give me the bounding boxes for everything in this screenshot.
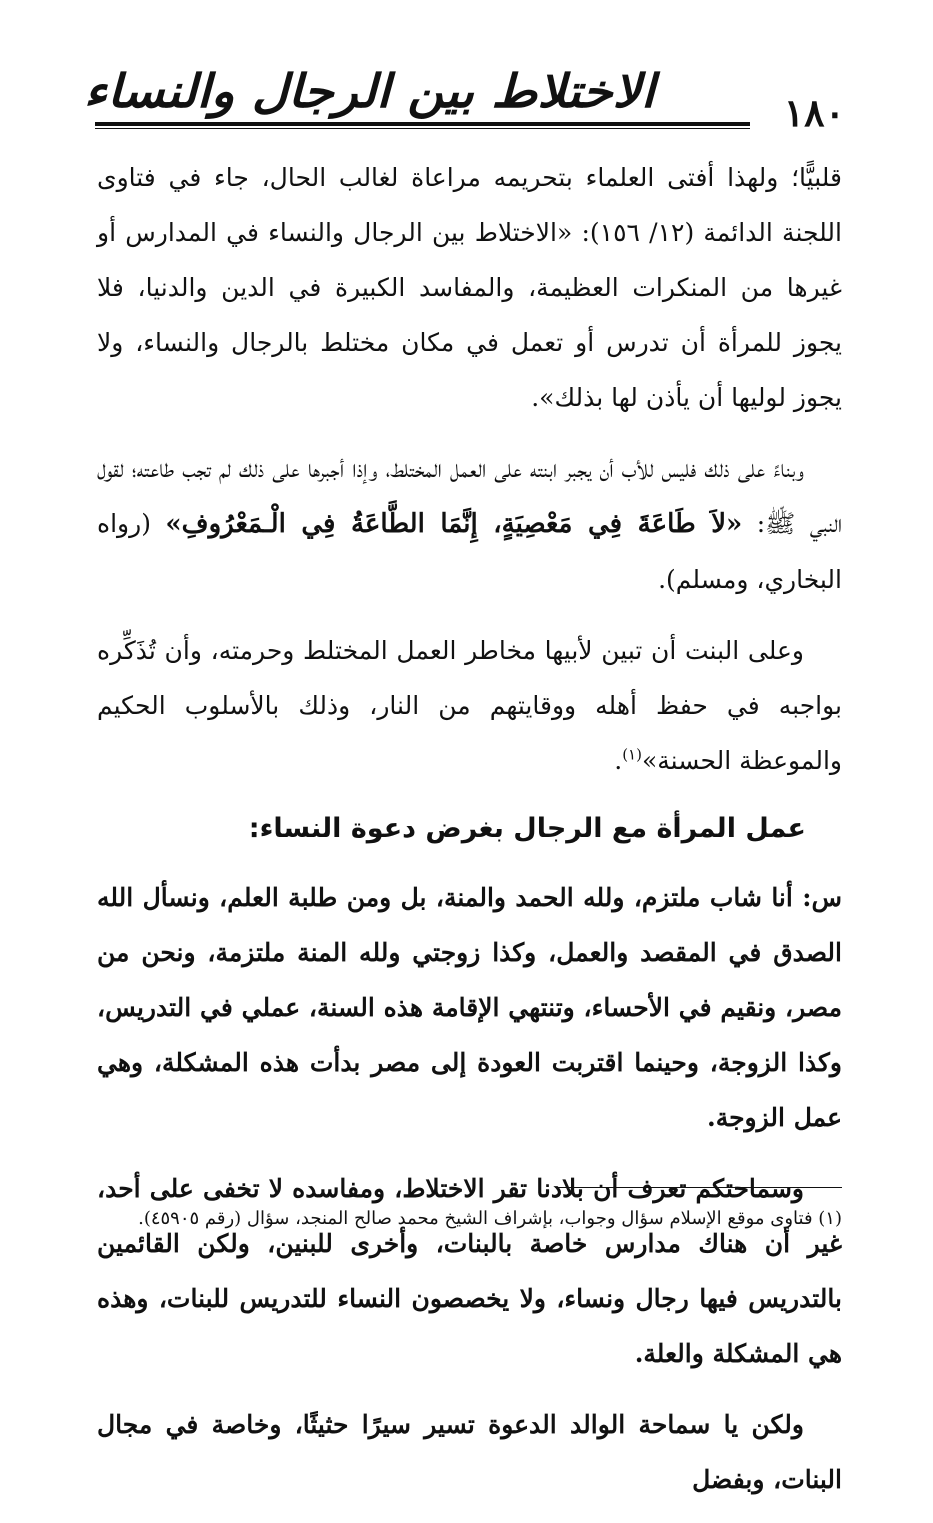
main-text — [97, 150, 842, 1523]
page-number: ١٨٠ — [783, 90, 845, 135]
header-rule-thin — [95, 128, 750, 129]
hadith-source: (رواه البخاري، ومسلم). — [97, 509, 842, 594]
paragraph-fatwa-quote: قلبيًّا؛ ولهذا أفتى العلماء بتحريمه مراعاة لغالب الحال، جاء في فتاوى اللجنة الدائمة (١٢/ ١٥٦): «الاختلاط بين الرجال والنساء في المدارس أو غيرها من المنكرات العظيمة، والمفاسد الكبيرة في الدين والدنيا، فلا يجوز للمرأة أن تدرس أو تعمل في مكان مختلط بالرجال والنساء، ولا يجوز لوليها أن يأذن لها بذلك». — [97, 163, 842, 412]
paragraph-end: . — [614, 746, 623, 775]
footnote-reference: (١) — [622, 745, 642, 764]
footnote-rule — [556, 1187, 842, 1188]
section-heading: عمل المرأة مع الرجال بغرض دعوة النساء: — [248, 813, 806, 844]
paragraph-father-obedience — [97, 441, 842, 607]
running-title: الاختلاط بين الرجال والنساء — [84, 64, 655, 118]
paragraph-question-1: س: أنا شاب ملتزم، ولله الحمد والمنة، بل ومن طلبة العلم، ونسأل الله الصدق في المقصد والعمل، وكذا زوجتي ولله المنة ملتزمة، ونحن من مصر، ونقيم في الأحساء، وتنتهي الإقامة هذه السنة، عملي في التدريس، وكذا الزوجة، وحينما اقتربت العودة إلى مصر بدأت هذه المشكلة، وهي عمل الزوجة. — [97, 883, 842, 1132]
paragraph-text: وبناءً على ذلك فليس للأب أن يجبر ابنته على العمل المختلط، وإذا أجبرها على ذلك لم تجب طاعته؛ لقول النبي ﷺ: — [97, 454, 843, 538]
header-rule — [95, 122, 750, 126]
page-header — [84, 62, 845, 135]
hadith-quote: «لاَ طَاعَةَ فِي مَعْصِيَةٍ، إِنَّمَا الطَّاعَةُ فِي الْـمَعْرُوفِ» — [165, 509, 743, 539]
paragraph-daughter-duty — [97, 623, 842, 788]
footnote: (١) فتاوى موقع الإسلام سؤال وجواب، بإشراف الشيخ محمد صالح المنجد، سؤال (رقم ٤٥٩٠٥). — [138, 1208, 842, 1229]
paragraph-text: وعلى البنت أن تبين لأبيها مخاطر العمل المختلط وحرمته، وأن تُذَكِّره بواجبه في حفظ أهله ووقايتهم من النار، وذلك بالأسلوب الحكيم والموعظة الحسنة» — [97, 636, 842, 775]
paragraph-question-3: ولكن يا سماحة الوالد الدعوة تسير سيرًا حثيثًا، وخاصة في مجال البنات، وبفضل — [97, 1410, 842, 1494]
paragraph-question-2: وسماحتكم تعرف أن بلادنا تقر الاختلاط، ومفاسده لا تخفى على أحد، غير أن هناك مدارس خاصة بالبنات، وأخرى للبنين، ولكن القائمين بالتدريس فيها رجال ونساء، ولا يخصصون النساء للتدريس للبنات، وهذه هي المشكلة والعلة. — [97, 1174, 842, 1368]
